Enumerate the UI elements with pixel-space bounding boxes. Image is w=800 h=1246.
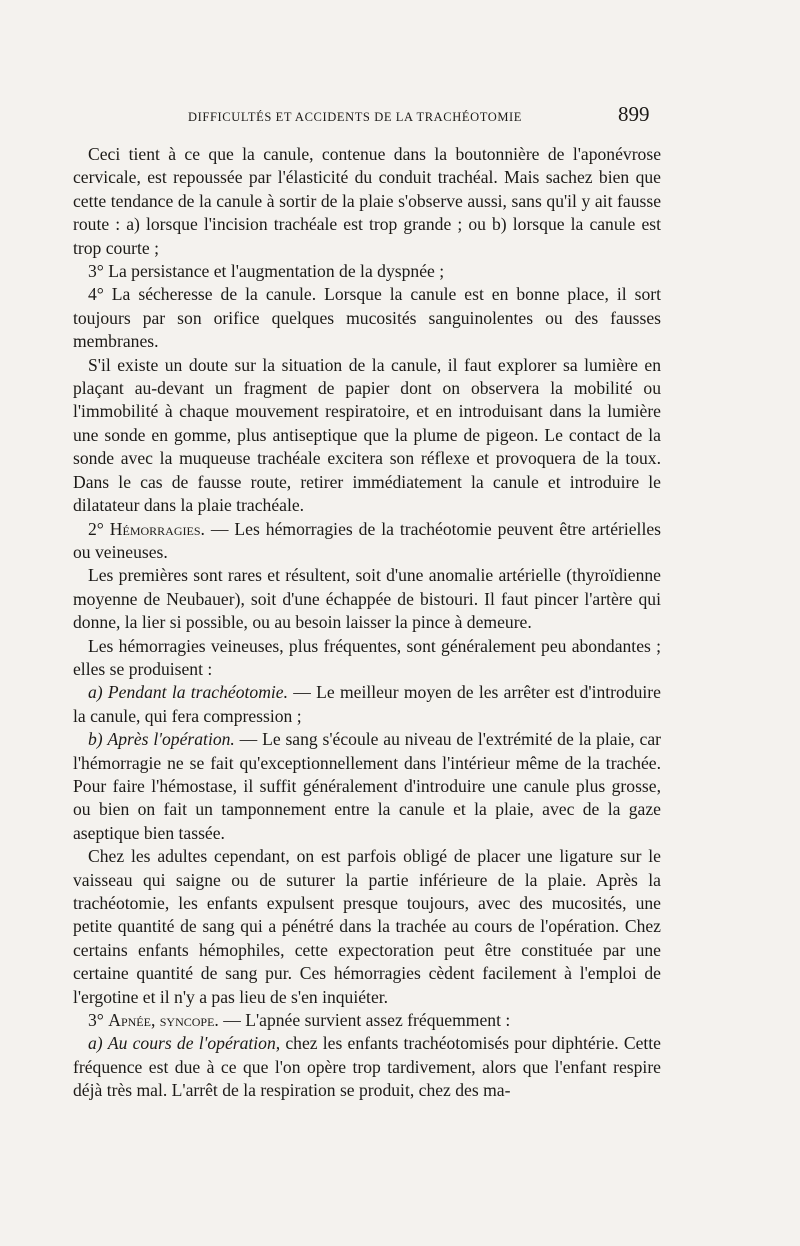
list-paragraph xyxy=(73,1032,661,1102)
running-title: DIFFICULTÉS ET ACCIDENTS DE LA TRACHÉOTOMIE xyxy=(188,110,523,124)
paragraph xyxy=(73,354,661,518)
paragraph xyxy=(73,564,661,634)
list-label: b) xyxy=(88,729,103,750)
paragraph-text: S'il existe un doute sur la situation de la canule, il faut explorer sa lumière en plaçant au-devant un fragment de papier dont on observera la mobilité ou l'immobilité à chaque mouvement respiratoire, et en introduisant dans la lumière une sonde en gomme, plus antiseptique que la plume de pigeon. Le contact de la sonde avec la muqueuse trachéale excitera son réflexe et provoquera de la toux. Dans le cas de fausse route, retirer immédiatement la canule et introduire le dilatateur dans la plaie trachéale. xyxy=(73,354,661,516)
paragraph-text: Les premières sont rares et résultent, soit d'une anomalie artérielle (thyroïdienne moyenne de Neubauer), soit d'une échappée de bistouri. Il faut pincer l'artère qui donne, la lier si possible, ou au besoin laisser la pince à demeure. xyxy=(73,565,661,633)
section-heading: Apnée, syncope. xyxy=(108,1010,219,1031)
list-label: a) xyxy=(88,1033,103,1054)
body-text xyxy=(73,143,661,1103)
section-heading: Hémorragies. xyxy=(109,518,205,539)
list-paragraph xyxy=(73,681,661,728)
list-paragraph xyxy=(73,728,661,845)
section-paragraph xyxy=(73,1009,661,1032)
paragraph xyxy=(73,635,661,682)
page-number: 899 xyxy=(618,102,650,126)
paragraph-text: — Le sang s'écoule au niveau de l'extrémité de la plaie, car l'hémorragie ne se fait qu'exceptionnellement dans l'intérieur même de la trachée. Pour faire l'hémostase, il suffit généralement d'introduire une canule plus grosse, ou bien on fait un tamponnement entre la canule et la plaie, avec de la gaze aseptique bien tassée. xyxy=(73,729,661,843)
section-number: 2° xyxy=(88,518,104,539)
paragraph-text: — Le meilleur moyen de les arrêter est d'introduire la canule, qui fera compression ; xyxy=(73,682,661,726)
paragraph xyxy=(73,283,661,353)
paragraph xyxy=(73,143,661,260)
section-paragraph xyxy=(73,518,661,565)
paragraph-text: — Les hémorragies de la trachéotomie peuvent être artérielles ou veineuses. xyxy=(73,518,661,562)
paragraph xyxy=(73,260,661,283)
paragraph-text: — L'apnée survient assez fréquemment : xyxy=(218,1010,511,1031)
list-label: a) xyxy=(88,682,103,703)
paragraph-text: 4° La sécheresse de la canule. Lorsque la canule est en bonne place, il sort toujours par son orifice quelques mucosités sanguinolentes ou des fausses membranes. xyxy=(73,284,661,352)
paragraph-text: 3° La persistance et l'augmentation de la dyspnée ; xyxy=(88,261,445,282)
section-number: 3° xyxy=(88,1010,104,1031)
paragraph-text: Ceci tient à ce que la canule, contenue dans la boutonnière de l'aponévrose cervicale, est repoussée par l'élasticité du conduit trachéal. Mais sachez bien que cette tendance de la canule à sortir de la plaie s'observe aussi, sans qu'il y ait fausse route : a) lorsque l'incision trachéale est trop grande ; ou b) lorsque la canule est trop courte ; xyxy=(73,144,661,258)
paragraph xyxy=(73,845,661,1009)
list-lead: Après l'opération. xyxy=(107,729,235,750)
paragraph-text: Les hémorragies veineuses, plus fréquentes, sont généralement peu abondantes ; elles se produisent : xyxy=(73,635,661,679)
paragraph-text: chez les enfants trachéotomisés pour diphtérie. Cette fréquence est due à ce que l'on opère trop tardivement, alors que l'enfant respire déjà très mal. L'arrêt de la respiration se produit, chez des ma- xyxy=(73,1033,661,1101)
list-lead: Au cours de l'opération, xyxy=(107,1033,281,1054)
paragraph-text: Chez les adultes cependant, on est parfois obligé de placer une ligature sur le vaisseau qui saigne ou de suturer la partie inférieure de la plaie. Après la trachéotomie, les enfants expulsent presque toujours, avec des mucosités, une petite quantité de sang qui a pénétré dans la trachée au cours de l'opération. Chez certains enfants hémophiles, cette expectoration peut être constituée par une certaine quantité de sang pur. Ces hémorragies cèdent facilement à l'emploi de l'ergotine et il n'y a pas lieu de s'en inquiéter. xyxy=(73,846,661,1007)
page-header xyxy=(0,104,800,134)
list-lead: Pendant la trachéotomie. xyxy=(107,682,288,703)
